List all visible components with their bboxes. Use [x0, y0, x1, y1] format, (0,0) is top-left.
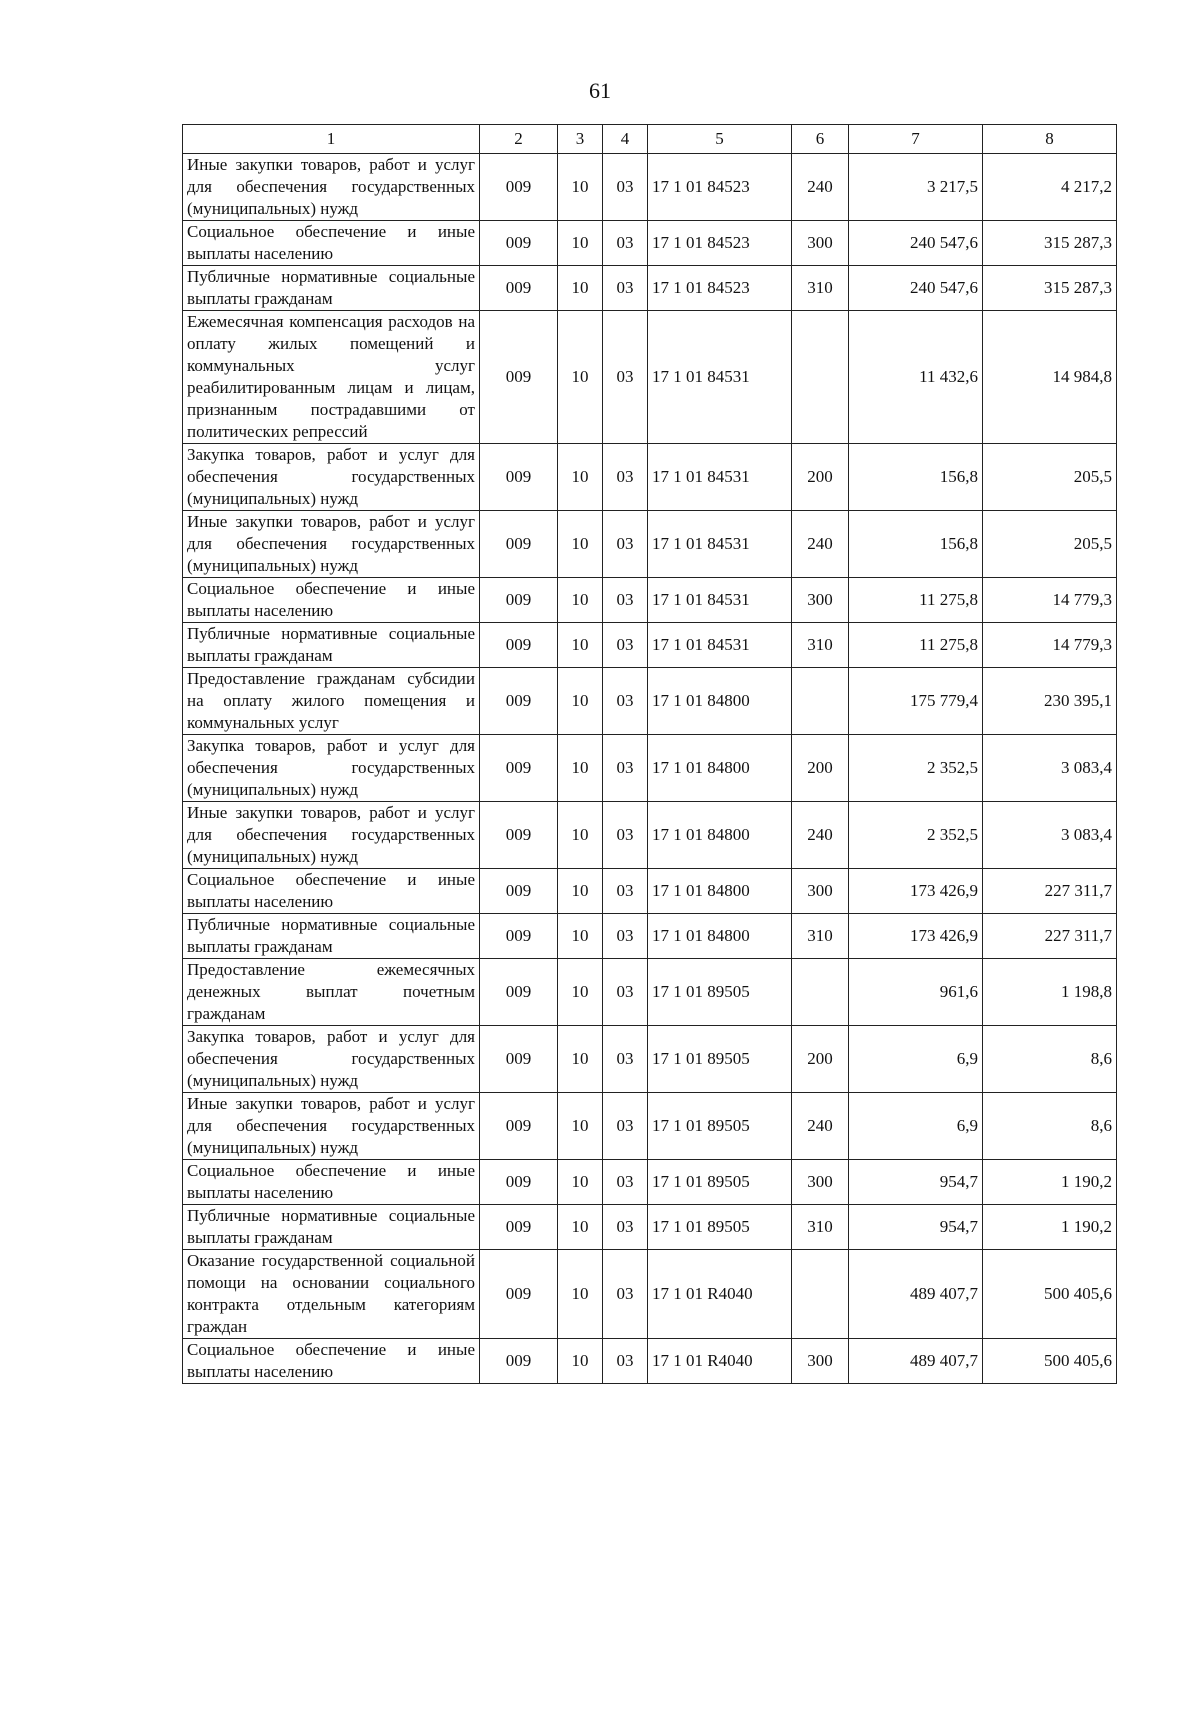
- col-8-amount: 14 779,3: [983, 623, 1117, 668]
- col-6-value: 240: [792, 1093, 849, 1160]
- table-row: [183, 1339, 1117, 1384]
- col-7-amount: 240 547,6: [849, 266, 983, 311]
- col-8-amount: 205,5: [983, 511, 1117, 578]
- col-6-value: 200: [792, 1026, 849, 1093]
- col-3-value: 10: [558, 802, 603, 869]
- col-5-code: 17 1 01 84531: [648, 511, 792, 578]
- row-description: Закупка товаров, работ и услуг для обеспечения государственных (муниципальных) нужд: [183, 1026, 480, 1093]
- col-7-amount: 156,8: [849, 511, 983, 578]
- col-7-amount: 954,7: [849, 1205, 983, 1250]
- row-description: Закупка товаров, работ и услуг для обеспечения государственных (муниципальных) нужд: [183, 735, 480, 802]
- col-3-value: 10: [558, 623, 603, 668]
- col-5-code: 17 1 01 84531: [648, 311, 792, 444]
- col-3-value: 10: [558, 914, 603, 959]
- col-7-amount: 2 352,5: [849, 735, 983, 802]
- col-5-code: 17 1 01 84523: [648, 266, 792, 311]
- header-cell: 2: [480, 125, 558, 154]
- col-4-value: 03: [603, 511, 648, 578]
- table-row: [183, 311, 1117, 444]
- col-3-value: 10: [558, 959, 603, 1026]
- col-7-amount: 489 407,7: [849, 1250, 983, 1339]
- col-3-value: 10: [558, 1205, 603, 1250]
- col-8-amount: 14 984,8: [983, 311, 1117, 444]
- table-row: [183, 802, 1117, 869]
- col-4-value: 03: [603, 668, 648, 735]
- col-4-value: 03: [603, 735, 648, 802]
- col-7-amount: 173 426,9: [849, 914, 983, 959]
- table-row: [183, 154, 1117, 221]
- col-5-code: 17 1 01 84523: [648, 154, 792, 221]
- row-description: Иные закупки товаров, работ и услуг для обеспечения государственных (муниципальных) нужд: [183, 1093, 480, 1160]
- table-row: [183, 1093, 1117, 1160]
- table-body: [183, 154, 1117, 1384]
- col-3-value: 10: [558, 221, 603, 266]
- table-row: [183, 735, 1117, 802]
- table-row: [183, 1250, 1117, 1339]
- col-5-code: 17 1 01 84800: [648, 668, 792, 735]
- row-description: Социальное обеспечение и иные выплаты населению: [183, 1339, 480, 1384]
- table-row: [183, 578, 1117, 623]
- col-3-value: 10: [558, 266, 603, 311]
- col-5-code: 17 1 01 84523: [648, 221, 792, 266]
- col-2-value: 009: [480, 1093, 558, 1160]
- col-2-value: 009: [480, 311, 558, 444]
- col-4-value: 03: [603, 802, 648, 869]
- row-description: Закупка товаров, работ и услуг для обеспечения государственных (муниципальных) нужд: [183, 444, 480, 511]
- col-6-value: [792, 668, 849, 735]
- table-row: [183, 1026, 1117, 1093]
- col-7-amount: 489 407,7: [849, 1339, 983, 1384]
- table-row: [183, 1160, 1117, 1205]
- row-description: Публичные нормативные социальные выплаты гражданам: [183, 623, 480, 668]
- col-5-code: 17 1 01 R4040: [648, 1250, 792, 1339]
- col-4-value: 03: [603, 266, 648, 311]
- col-2-value: 009: [480, 1205, 558, 1250]
- col-8-amount: 14 779,3: [983, 578, 1117, 623]
- col-2-value: 009: [480, 1160, 558, 1205]
- col-6-value: 310: [792, 623, 849, 668]
- col-8-amount: 1 190,2: [983, 1205, 1117, 1250]
- col-7-amount: 6,9: [849, 1093, 983, 1160]
- col-6-value: [792, 959, 849, 1026]
- col-4-value: 03: [603, 1339, 648, 1384]
- col-3-value: 10: [558, 1250, 603, 1339]
- header-row: [183, 125, 1117, 154]
- row-description: Публичные нормативные социальные выплаты гражданам: [183, 266, 480, 311]
- col-4-value: 03: [603, 311, 648, 444]
- col-7-amount: 3 217,5: [849, 154, 983, 221]
- col-6-value: 240: [792, 154, 849, 221]
- table-row: [183, 221, 1117, 266]
- col-6-value: 300: [792, 1339, 849, 1384]
- row-description: Иные закупки товаров, работ и услуг для обеспечения государственных (муниципальных) нужд: [183, 802, 480, 869]
- col-2-value: 009: [480, 869, 558, 914]
- col-7-amount: 175 779,4: [849, 668, 983, 735]
- col-2-value: 009: [480, 802, 558, 869]
- col-5-code: 17 1 01 89505: [648, 1026, 792, 1093]
- col-6-value: 300: [792, 578, 849, 623]
- col-4-value: 03: [603, 1160, 648, 1205]
- col-6-value: 240: [792, 802, 849, 869]
- col-7-amount: 240 547,6: [849, 221, 983, 266]
- col-4-value: 03: [603, 1093, 648, 1160]
- col-3-value: 10: [558, 1093, 603, 1160]
- row-description: Предоставление гражданам субсидии на оплату жилого помещения и коммунальных услуг: [183, 668, 480, 735]
- col-5-code: 17 1 01 84531: [648, 444, 792, 511]
- col-5-code: 17 1 01 R4040: [648, 1339, 792, 1384]
- col-6-value: 300: [792, 1160, 849, 1205]
- col-8-amount: 3 083,4: [983, 802, 1117, 869]
- col-2-value: 009: [480, 735, 558, 802]
- table-row: [183, 959, 1117, 1026]
- col-8-amount: 315 287,3: [983, 266, 1117, 311]
- col-6-value: 240: [792, 511, 849, 578]
- col-2-value: 009: [480, 444, 558, 511]
- table-row: [183, 914, 1117, 959]
- row-description: Социальное обеспечение и иные выплаты населению: [183, 1160, 480, 1205]
- row-description: Оказание государственной социальной помощи на основании социального контракта отдельным категориям граждан: [183, 1250, 480, 1339]
- col-6-value: [792, 311, 849, 444]
- col-2-value: 009: [480, 1026, 558, 1093]
- col-2-value: 009: [480, 959, 558, 1026]
- col-4-value: 03: [603, 444, 648, 511]
- col-7-amount: 11 275,8: [849, 578, 983, 623]
- col-8-amount: 1 198,8: [983, 959, 1117, 1026]
- row-description: Иные закупки товаров, работ и услуг для обеспечения государственных (муниципальных) нужд: [183, 511, 480, 578]
- col-7-amount: 961,6: [849, 959, 983, 1026]
- col-4-value: 03: [603, 1250, 648, 1339]
- col-2-value: 009: [480, 914, 558, 959]
- col-3-value: 10: [558, 444, 603, 511]
- col-3-value: 10: [558, 668, 603, 735]
- header-cell: 7: [849, 125, 983, 154]
- col-4-value: 03: [603, 154, 648, 221]
- col-3-value: 10: [558, 869, 603, 914]
- table-row: [183, 623, 1117, 668]
- col-2-value: 009: [480, 668, 558, 735]
- col-8-amount: 500 405,6: [983, 1250, 1117, 1339]
- col-8-amount: 8,6: [983, 1026, 1117, 1093]
- col-7-amount: 11 432,6: [849, 311, 983, 444]
- col-5-code: 17 1 01 89505: [648, 959, 792, 1026]
- col-5-code: 17 1 01 84531: [648, 623, 792, 668]
- budget-table: [182, 124, 1117, 1384]
- col-2-value: 009: [480, 266, 558, 311]
- col-4-value: 03: [603, 578, 648, 623]
- col-8-amount: 230 395,1: [983, 668, 1117, 735]
- table-row: [183, 266, 1117, 311]
- table-row: [183, 444, 1117, 511]
- col-5-code: 17 1 01 84800: [648, 735, 792, 802]
- col-8-amount: 227 311,7: [983, 914, 1117, 959]
- col-7-amount: 156,8: [849, 444, 983, 511]
- col-2-value: 009: [480, 578, 558, 623]
- col-6-value: 200: [792, 735, 849, 802]
- col-3-value: 10: [558, 511, 603, 578]
- row-description: Социальное обеспечение и иные выплаты населению: [183, 221, 480, 266]
- col-3-value: 10: [558, 1339, 603, 1384]
- header-cell: 8: [983, 125, 1117, 154]
- col-7-amount: 11 275,8: [849, 623, 983, 668]
- row-description: Предоставление ежемесячных денежных выплат почетным гражданам: [183, 959, 480, 1026]
- col-4-value: 03: [603, 959, 648, 1026]
- col-6-value: 310: [792, 266, 849, 311]
- col-2-value: 009: [480, 154, 558, 221]
- col-4-value: 03: [603, 1205, 648, 1250]
- col-2-value: 009: [480, 1250, 558, 1339]
- col-5-code: 17 1 01 84800: [648, 802, 792, 869]
- header-cell: 6: [792, 125, 849, 154]
- col-7-amount: 954,7: [849, 1160, 983, 1205]
- table-row: [183, 668, 1117, 735]
- row-description: Социальное обеспечение и иные выплаты населению: [183, 578, 480, 623]
- col-7-amount: 173 426,9: [849, 869, 983, 914]
- row-description: Ежемесячная компенсация расходов на оплату жилых помещений и коммунальных услуг реабилитированным лицам и лицам, признанным пострадавшими от политических репрессий: [183, 311, 480, 444]
- row-description: Социальное обеспечение и иные выплаты населению: [183, 869, 480, 914]
- col-2-value: 009: [480, 623, 558, 668]
- col-3-value: 10: [558, 735, 603, 802]
- col-7-amount: 2 352,5: [849, 802, 983, 869]
- col-8-amount: 227 311,7: [983, 869, 1117, 914]
- col-7-amount: 6,9: [849, 1026, 983, 1093]
- col-3-value: 10: [558, 578, 603, 623]
- col-8-amount: 4 217,2: [983, 154, 1117, 221]
- col-4-value: 03: [603, 914, 648, 959]
- col-6-value: 200: [792, 444, 849, 511]
- col-8-amount: 8,6: [983, 1093, 1117, 1160]
- col-5-code: 17 1 01 84800: [648, 869, 792, 914]
- header-cell: 4: [603, 125, 648, 154]
- row-description: Иные закупки товаров, работ и услуг для обеспечения государственных (муниципальных) нужд: [183, 154, 480, 221]
- header-cell: 5: [648, 125, 792, 154]
- col-4-value: 03: [603, 869, 648, 914]
- col-6-value: 310: [792, 1205, 849, 1250]
- table-row: [183, 1205, 1117, 1250]
- col-3-value: 10: [558, 1160, 603, 1205]
- col-6-value: 310: [792, 914, 849, 959]
- col-8-amount: 3 083,4: [983, 735, 1117, 802]
- col-3-value: 10: [558, 311, 603, 444]
- col-2-value: 009: [480, 1339, 558, 1384]
- col-8-amount: 1 190,2: [983, 1160, 1117, 1205]
- col-4-value: 03: [603, 623, 648, 668]
- page-number: 61: [589, 78, 611, 103]
- col-8-amount: 205,5: [983, 444, 1117, 511]
- col-8-amount: 315 287,3: [983, 221, 1117, 266]
- col-3-value: 10: [558, 154, 603, 221]
- col-5-code: 17 1 01 84531: [648, 578, 792, 623]
- col-5-code: 17 1 01 89505: [648, 1093, 792, 1160]
- col-4-value: 03: [603, 221, 648, 266]
- col-2-value: 009: [480, 221, 558, 266]
- table-row: [183, 511, 1117, 578]
- col-2-value: 009: [480, 511, 558, 578]
- col-8-amount: 500 405,6: [983, 1339, 1117, 1384]
- col-5-code: 17 1 01 84800: [648, 914, 792, 959]
- row-description: Публичные нормативные социальные выплаты гражданам: [183, 1205, 480, 1250]
- col-3-value: 10: [558, 1026, 603, 1093]
- header-cell: 3: [558, 125, 603, 154]
- header-cell: 1: [183, 125, 480, 154]
- col-6-value: 300: [792, 221, 849, 266]
- col-4-value: 03: [603, 1026, 648, 1093]
- col-5-code: 17 1 01 89505: [648, 1160, 792, 1205]
- col-5-code: 17 1 01 89505: [648, 1205, 792, 1250]
- table-row: [183, 869, 1117, 914]
- col-6-value: 300: [792, 869, 849, 914]
- col-6-value: [792, 1250, 849, 1339]
- row-description: Публичные нормативные социальные выплаты гражданам: [183, 914, 480, 959]
